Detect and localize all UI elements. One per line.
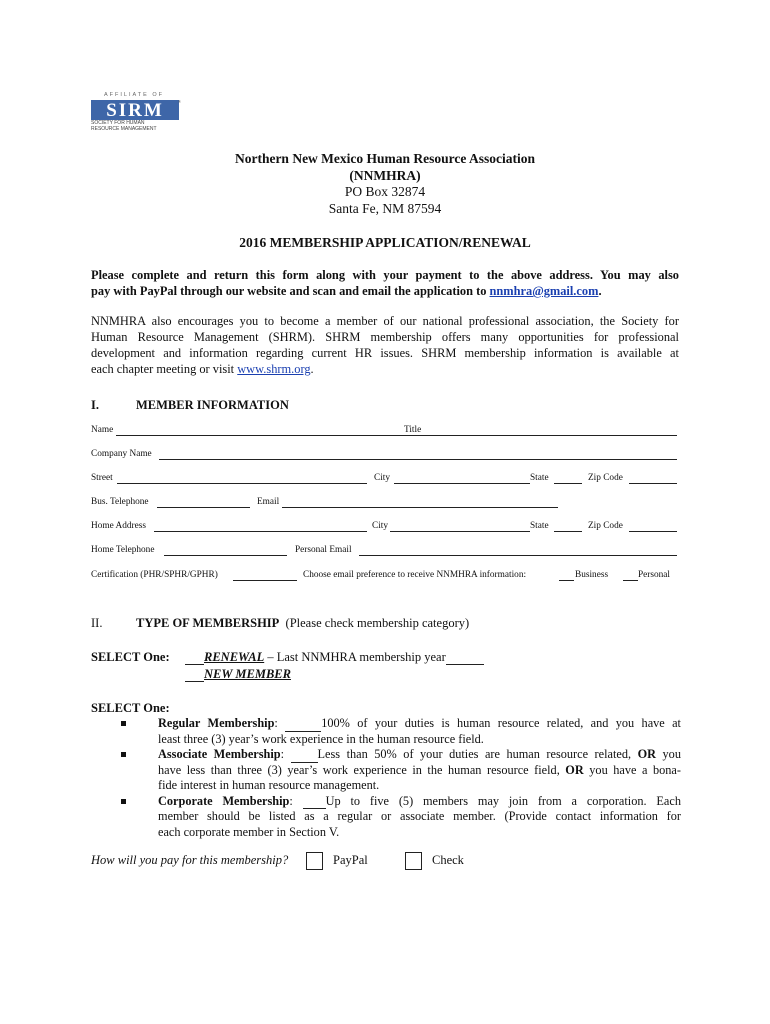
home-city-field[interactable] [390,531,530,532]
title-label: Title [404,425,422,435]
payment-question: How will you pay for this membership? [91,853,289,867]
email-link[interactable]: nnmhra@gmail.com [489,284,599,298]
zip-label: Zip Code [588,473,623,483]
associate-text-1a: Less than 50% of your duties are human resource related, [317,747,638,761]
logo-registered-mark: ® [178,99,182,104]
regular-row-1: Regular Membership: 100% of your duties is human resource related, and you have at [158,716,681,730]
section-number: I. [91,398,99,412]
email-field[interactable] [282,507,558,508]
certification-row [91,570,677,584]
zip-field[interactable] [629,483,677,484]
address-line-2: Santa Fe, NM 87594 [328,201,442,216]
regular-row-2: least three (3) year’s work experience in the human resource field. [158,731,484,746]
associate-row-1: Associate Membership: Less than 50% of your duties are human resource related, OR you [158,747,681,761]
check-checkbox[interactable] [405,852,422,870]
check-label: Check [432,853,464,867]
associate-label: Associate Membership [158,747,281,761]
shrm-line-3: development and information regarding current HR issues. SHRM membership information is available at [91,346,679,360]
regular-membership-item[interactable] [121,716,681,747]
corporate-label: Corporate Membership [158,793,290,808]
associate-text-2a: have less than three (3) year’s work experience in the human resource field, [158,762,566,777]
title-field[interactable] [424,435,677,436]
bullet-icon [121,752,126,757]
associate-membership-item[interactable] [121,747,681,794]
business-contact-row [91,497,677,511]
instructions-period: . [598,284,602,298]
section-member-information-heading [91,398,391,414]
associate-row-3: fide interest in human resource management. [158,778,380,792]
address-line-1: PO Box 32874 [344,184,426,199]
corporate-row-2: member should be listed as a regular or associate member. (Provide contact information for [158,809,681,823]
certification-field[interactable] [233,580,297,581]
home-phone-label: Home Telephone [91,545,155,555]
email-label: Email [257,497,280,507]
section-title: MEMBER INFORMATION [136,398,289,412]
section-type-of-membership-heading [91,616,651,632]
state-label: State [530,473,549,483]
renewal-year-field[interactable] [446,652,484,665]
bullet-icon [121,721,126,726]
section-number: II. [91,616,103,630]
membership-options-list [121,716,681,840]
regular-label: Regular Membership [158,716,275,730]
instructions-text: pay with PayPal through our website and scan and email the application to [91,284,490,298]
personal-pref-label: Personal [638,570,671,580]
renewal-suffix: – Last NNMHRA membership year [264,650,446,664]
street-row [91,473,677,487]
home-address-field[interactable] [154,531,367,532]
shrm-line-4 [91,361,679,377]
associate-or-2: OR [565,762,584,777]
instructions [91,267,679,299]
regular-blank[interactable] [285,719,321,732]
logo-affiliate-text: AFFILIATE OF [104,92,164,98]
personal-email-field[interactable] [359,555,677,556]
street-field[interactable] [117,483,367,484]
corporate-row-3: each corporate member in Section V. [158,824,340,839]
associate-row-2 [158,763,681,779]
instructions-line-2 [91,283,679,299]
corporate-row-1: Corporate Membership: Up to five (5) members may join from a corporation. Each [158,793,681,808]
renewal-label: RENEWAL [204,650,265,664]
certification-label: Certification (PHR/SPHR/GPHR) [91,570,218,580]
renewal-option[interactable] [185,650,484,665]
select-one-label-1: SELECT One: [91,650,170,664]
personal-pref-blank[interactable] [623,580,638,581]
city-label: City [374,473,391,483]
home-zip-label: Zip Code [588,521,623,531]
associate-blank[interactable] [291,750,318,763]
select-one-label-2: SELECT One: [91,701,170,715]
associate-or-1: OR [637,747,657,761]
org-abbr: (NNMHRA) [349,168,421,183]
new-member-option[interactable] [185,667,291,682]
shrm-line-4-text: each chapter meeting or visit [91,362,238,376]
org-name: Northern New Mexico Human Resource Association [234,151,536,166]
paypal-label: PayPal [333,853,368,867]
corporate-text-1: Up to five (5) members may join from a corporation. Each [325,793,681,808]
personal-email-label: Personal Email [295,545,352,555]
instructions-line-1: Please complete and return this form along with your payment to the above address. You may also [91,268,679,282]
shrm-paragraph [91,313,679,377]
business-pref-blank[interactable] [559,580,574,581]
shrm-line-4-period: . [310,362,314,376]
new-member-label: NEW MEMBER [204,667,291,681]
logo-wordmark: SIRM [106,100,164,121]
bullet-icon [121,799,126,804]
company-field[interactable] [159,459,677,460]
shrm-website-link[interactable]: www.shrm.org [237,362,311,376]
paypal-checkbox[interactable] [306,852,323,870]
associate-text-1c: you [656,747,681,761]
home-city-label: City [372,521,389,531]
logo-subtitle: SOCIETY FOR HUMAN RESOURCE MANAGEMENT [91,120,157,132]
city-field[interactable] [394,483,530,484]
section-title-wrap [136,616,469,631]
home-address-row [91,521,677,535]
shrm-line-2: Human Resource Management (SHRM). SHRM membership offers many opportunities for professional [91,330,679,344]
state-field[interactable] [554,483,582,484]
company-label: Company Name [91,449,152,459]
name-title-row [91,425,677,439]
shrm-line-1: NNMHRA also encourages you to become a member of our national professional association, the Society for [91,314,679,328]
renewal-blank[interactable] [185,652,204,665]
section-subtitle: (Please check membership category) [285,616,470,630]
home-state-field[interactable] [554,531,582,532]
email-preference-label: Choose email preference to receive NNMHRA information: [303,570,527,580]
home-zip-field[interactable] [629,531,677,532]
bus-phone-field[interactable] [157,507,250,508]
associate-text-2c: you have a bona- [583,762,681,777]
form-title: 2016 MEMBERSHIP APPLICATION/RENEWAL [239,235,531,250]
shrm-affiliate-logo [90,92,182,134]
regular-text-1: 100% of your duties is human resource related, and you have at [321,716,681,730]
home-state-label: State [530,521,549,531]
name-label: Name [91,425,114,435]
home-address-label: Home Address [91,521,147,531]
home-contact-row [91,545,677,559]
street-label: Street [91,473,113,483]
bus-phone-label: Bus. Telephone [91,497,149,507]
home-phone-field[interactable] [164,555,287,556]
new-member-blank[interactable] [185,669,204,682]
corporate-blank[interactable] [303,796,326,809]
corporate-membership-item[interactable] [121,794,681,841]
business-pref-label: Business [575,570,609,580]
company-row [91,449,677,463]
section-title: TYPE OF MEMBERSHIP [136,616,280,630]
